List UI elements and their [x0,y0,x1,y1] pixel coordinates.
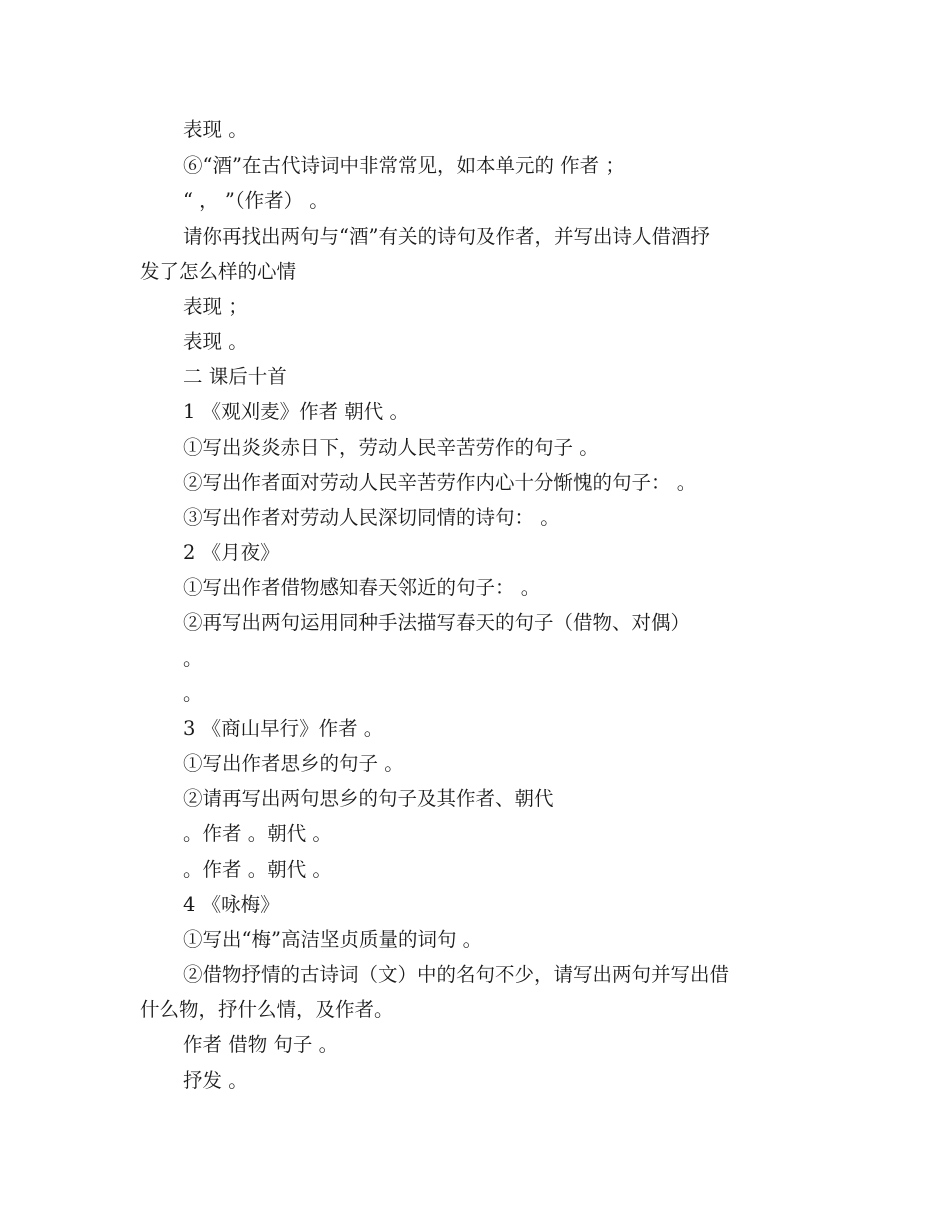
section-heading: 二 课后十首 [183,365,287,388]
text-line: 表现 。 [183,330,248,353]
poem-heading: 2 《月夜》 [183,541,280,564]
text-line: “ ， ”（作者） 。 [183,189,329,212]
answer-line: 。作者 。朝代 。 [183,858,332,881]
question-line: ②再写出两句运用同种手法描写春天的句子（借物、对偶） [183,611,691,634]
question-line: ①写出作者思乡的句子 。 [183,752,404,775]
question-line: ②写出作者面对劳动人民辛苦劳作内心十分惭愧的句子： 。 [183,471,697,494]
question-line: ③写出作者对劳动人民深切同情的诗句： 。 [183,506,560,529]
question-line: ②借物抒情的古诗词（文）中的名句不少，请写出两句并写出借 [183,963,730,986]
question-line: ①写出炎炎赤日下，劳动人民辛苦劳作的句子 。 [183,436,599,459]
question-line: ①写出作者借物感知春天邻近的句子： 。 [183,576,541,599]
question-line: ①写出“梅”高洁坚贞质量的词句 。 [183,928,483,951]
answer-line: 。作者 。朝代 。 [183,822,332,845]
question-line: ②请再写出两句思乡的句子及其作者、朝代 [183,787,554,810]
answer-line: 作者 借物 句子 。 [183,1033,339,1056]
answer-line: 抒发 。 [183,1069,248,1092]
answer-line: 。 [183,647,203,670]
poem-heading: 3 《商山早行》作者 。 [183,717,384,740]
text-line: 发了怎么样的心情 [140,260,297,283]
answer-line: 。 [183,682,203,705]
text-line: 表现 。 [183,118,248,141]
text-line: ⑥“酒”在古代诗词中非常常见，如本单元的 作者 ； [183,154,625,177]
text-line: 请你再找出两句与“酒”有关的诗句及作者，并写出诗人借酒抒 [183,225,710,248]
poem-heading: 4 《咏梅》 [183,893,280,916]
poem-heading: 1 《观刈麦》作者 朝代 。 [183,400,410,423]
question-line: 什么物，抒什么情，及作者。 [140,998,394,1021]
text-line: 表现 ； [183,295,248,318]
